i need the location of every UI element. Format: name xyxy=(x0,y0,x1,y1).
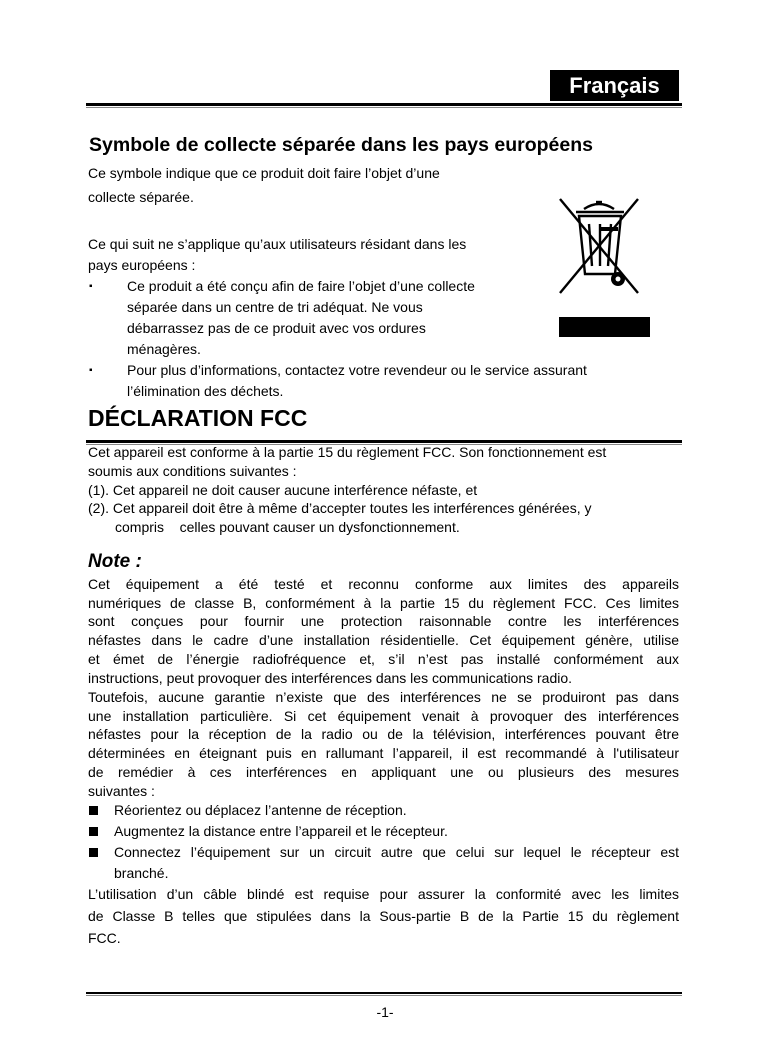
note-para2-line: néfastes pour la réception de la radio ou de la télévision, interférences pouvant être xyxy=(88,726,679,742)
weee-black-bar xyxy=(559,317,650,337)
weee-title: Symbole de collecte séparée dans les pays européens xyxy=(89,134,593,156)
weee-bullet-2-line: l’élimination des déchets. xyxy=(127,383,284,399)
language-tab: Français xyxy=(550,70,679,101)
fcc-line: soumis aux conditions suivantes : xyxy=(88,463,297,479)
weee-bullet-marker: ▪ xyxy=(89,365,93,376)
fcc-condition-2-cont: compris celles pouvant causer un dysfonctionnement. xyxy=(115,519,460,535)
header-rule xyxy=(86,103,682,106)
note-para1-line: sont conçues pour fournir une protection raisonnable contre les interférences xyxy=(88,613,679,629)
note-para2-line: une installation particulière. Si cet équipement venait à provoquer des interférences xyxy=(88,708,679,724)
measure-item: Connectez l’équipement sur un circuit autre que celui sur lequel le récepteur est xyxy=(114,844,679,860)
note-para2-line: suivantes : xyxy=(88,783,155,799)
note-para1-line: néfastes dans le cadre d’une installation résidentielle. Cet équipement génère, utilise xyxy=(88,632,679,648)
footer-rule xyxy=(86,992,682,994)
measure-item: Réorientez ou déplacez l’antenne de réception. xyxy=(114,802,407,818)
closing-line: L’utilisation d’un câble blindé est requise pour assurer la conformité avec les limites xyxy=(88,886,679,902)
fcc-line: Cet appareil est conforme à la partie 15 du règlement FCC. Son fonctionnement est xyxy=(88,444,607,460)
fcc-condition-2: (2). Cet appareil doit être à même d’accepter toutes les interférences générées, y xyxy=(88,500,592,516)
square-bullet-icon xyxy=(89,806,98,815)
note-para2-line: Toutefois, aucune garantie n’existe que des interférences ne se produiront pas dans xyxy=(88,689,679,705)
weee-bullet-1-line: Ce produit a été conçu afin de faire l’objet d’une collecte xyxy=(127,278,475,294)
weee-intro-line: Ce symbole indique que ce produit doit faire l’objet d’une xyxy=(88,165,440,181)
note-para2-line: de remédier à ces interférences en appliquant une ou plusieurs des mesures xyxy=(88,764,679,780)
footer-rule-shadow xyxy=(86,995,682,996)
measure-item: Augmentez la distance entre l’appareil et le récepteur. xyxy=(114,823,448,839)
fcc-title: DÉCLARATION FCC xyxy=(88,405,308,431)
closing-line: de Classe B telles que stipulées dans la Sous-partie B de la Partie 15 du règlement xyxy=(88,908,679,924)
note-para2-line: déterminées en éteignant puis en rallumant l’appareil, il est recommandé à l'utilisateur xyxy=(88,745,679,761)
note-para1-line: Cet équipement a été testé et reconnu conforme aux limites des appareils xyxy=(88,576,679,592)
measure-item-cont: branché. xyxy=(114,865,169,881)
fcc-condition-1: (1). Cet appareil ne doit causer aucune interférence néfaste, et xyxy=(88,482,478,498)
note-para1-line: numériques de classe B, conformément à la partie 15 du règlement FCC. Ces limites xyxy=(88,595,679,611)
closing-line: FCC. xyxy=(88,930,121,946)
weee-bullet-1-line: ménagères. xyxy=(127,341,201,357)
page-number: -1- xyxy=(376,1004,394,1020)
note-para1-line: et émet de l’énergie radiofréquence et, s’il n’est pas installé conformément aux xyxy=(88,651,679,667)
crossed-out-wheelie-bin-icon xyxy=(554,193,644,301)
note-para1-line: instructions, peut provoquer des interférences dans les communications radio. xyxy=(88,670,573,686)
weee-intro-line: collecte séparée. xyxy=(88,189,194,205)
weee-applies-line: pays européens : xyxy=(88,257,196,273)
square-bullet-icon xyxy=(89,848,98,857)
square-bullet-icon xyxy=(89,827,98,836)
weee-bullet-1-line: séparée dans un centre de tri adéquat. Ne vous xyxy=(127,299,423,315)
weee-bullet-2-line: Pour plus d’informations, contactez votre revendeur ou le service assurant xyxy=(127,362,587,378)
header-rule-shadow xyxy=(86,107,682,108)
note-title: Note : xyxy=(88,551,142,572)
weee-bullet-marker: ▪ xyxy=(89,281,93,292)
weee-applies-line: Ce qui suit ne s’applique qu’aux utilisateurs résidant dans les xyxy=(88,236,467,252)
weee-bullet-1-line: débarrassez pas de ce produit avec vos ordures xyxy=(127,320,426,336)
